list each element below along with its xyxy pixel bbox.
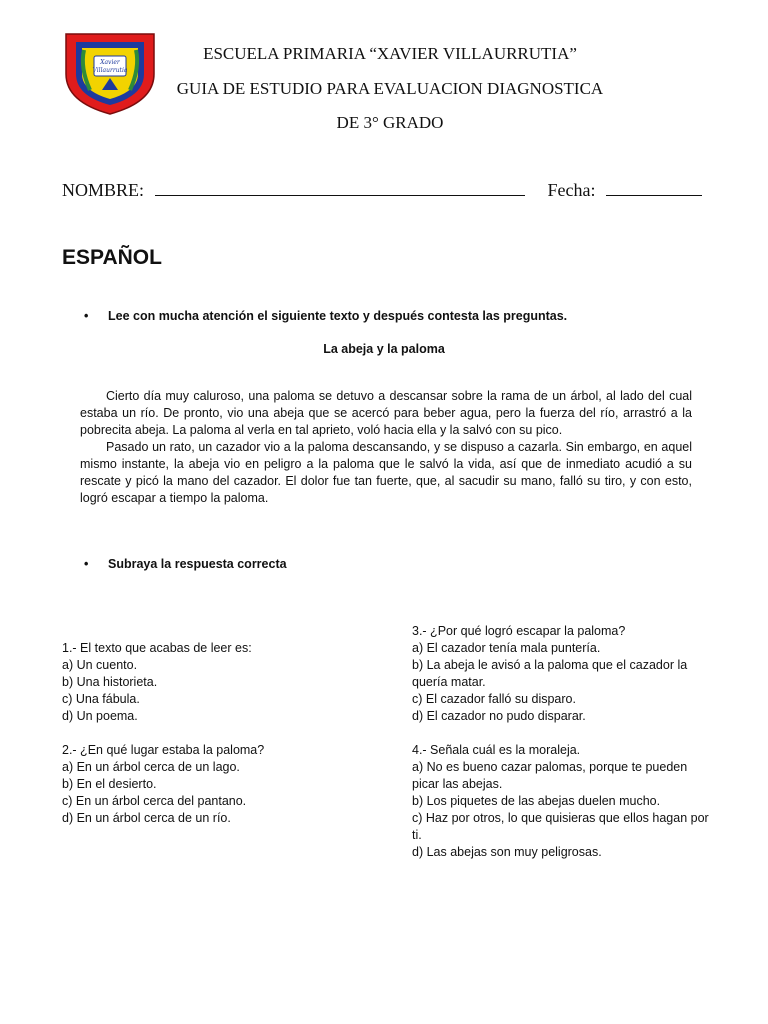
instruction-reading-text: Lee con mucha atención el siguiente texto y después contesta las preguntas. xyxy=(108,309,568,323)
name-date-row xyxy=(62,180,702,201)
answer-option[interactable]: a) Un cuento. xyxy=(62,658,138,672)
answer-option[interactable]: b) En el desierto. xyxy=(62,777,157,791)
answer-option[interactable]: d) En un árbol cerca de un río. xyxy=(62,811,231,825)
school-seal-icon xyxy=(62,28,158,116)
question-text: 3.- ¿Por qué logró escapar la paloma? xyxy=(412,624,626,638)
instruction-reading xyxy=(84,309,567,323)
question-4 xyxy=(412,742,712,861)
question-1 xyxy=(62,640,382,725)
grade-title: DE 3° GRADO xyxy=(336,113,444,132)
section-title: ESPAÑOL xyxy=(62,246,162,269)
answer-option[interactable]: d) Un poema. xyxy=(62,709,138,723)
instruction-underline xyxy=(84,557,287,571)
answer-option[interactable]: c) El cazador falló su disparo. xyxy=(412,692,576,706)
answer-option[interactable]: b) La abeja le avisó a la paloma que el cazador la quería matar. xyxy=(412,658,688,689)
answer-option[interactable]: c) Una fábula. xyxy=(62,692,140,706)
question-text: 2.- ¿En qué lugar estaba la paloma? xyxy=(62,743,265,757)
name-label: NOMBRE: xyxy=(62,180,145,200)
answer-option[interactable]: a) No es bueno cazar palomas, porque te pueden picar las abejas. xyxy=(412,760,688,791)
answer-option[interactable]: b) Los piquetes de las abejas duelen mucho. xyxy=(412,794,661,808)
question-3 xyxy=(412,623,712,725)
school-name: ESCUELA PRIMARIA “XAVIER VILLAURRUTIA” xyxy=(203,44,577,63)
story-paragraph: Pasado un rato, un cazador vio a la paloma descansando, y se dispuso a cazarla. Sin embargo, en aquel mismo instante, la abeja vio en peligro a la paloma que le salvó la vida, así que de inmediato acudió a su rescate y picó la mano del cazador. El dolor fue tan fuerte, que, al sacudir su mano, falló su tiro, y con esto, logró escapar a tiempo la paloma. xyxy=(80,440,692,505)
bullet-icon: • xyxy=(84,557,89,571)
question-text: 1.- El texto que acabas de leer es: xyxy=(62,641,252,655)
date-field[interactable] xyxy=(606,181,702,196)
answer-option[interactable]: b) Una historieta. xyxy=(62,675,158,689)
question-text: 4.- Señala cuál es la moraleja. xyxy=(412,743,581,757)
name-field[interactable] xyxy=(155,181,525,196)
school-logo xyxy=(62,28,158,116)
answer-option[interactable]: c) En un árbol cerca del pantano. xyxy=(62,794,247,808)
story-text xyxy=(80,388,692,507)
answer-option[interactable]: c) Haz por otros, lo que quisieras que ellos hagan por ti. xyxy=(412,811,709,842)
logo-text-line1: Xavier xyxy=(100,59,120,66)
bullet-icon: • xyxy=(84,309,89,323)
date-label: Fecha: xyxy=(547,180,596,200)
instruction-underline-text: Subraya la respuesta correcta xyxy=(108,557,287,571)
logo-text-line2: Villaurrutia xyxy=(92,67,128,74)
answer-option[interactable]: d) Las abejas son muy peligrosas. xyxy=(412,845,602,859)
answer-option[interactable]: a) En un árbol cerca de un lago. xyxy=(62,760,240,774)
answer-option[interactable]: d) El cazador no pudo disparar. xyxy=(412,709,586,723)
question-2 xyxy=(62,742,382,827)
answer-option[interactable]: a) El cazador tenía mala puntería. xyxy=(412,641,601,655)
guide-title: GUIA DE ESTUDIO PARA EVALUACION DIAGNOSTICA xyxy=(176,79,604,98)
story-title: La abeja y la paloma xyxy=(323,342,445,356)
story-paragraph: Cierto día muy caluroso, una paloma se detuvo a descansar sobre la rama de un árbol, al lado del cual estaba un río. De pronto, vio una abeja que se acercó para beber agua, pero la fuerza del río, arrastró a la pobrecita abeja. La paloma al verla en tal aprieto, voló hacia ella y la salvó con su pico. xyxy=(80,389,692,437)
